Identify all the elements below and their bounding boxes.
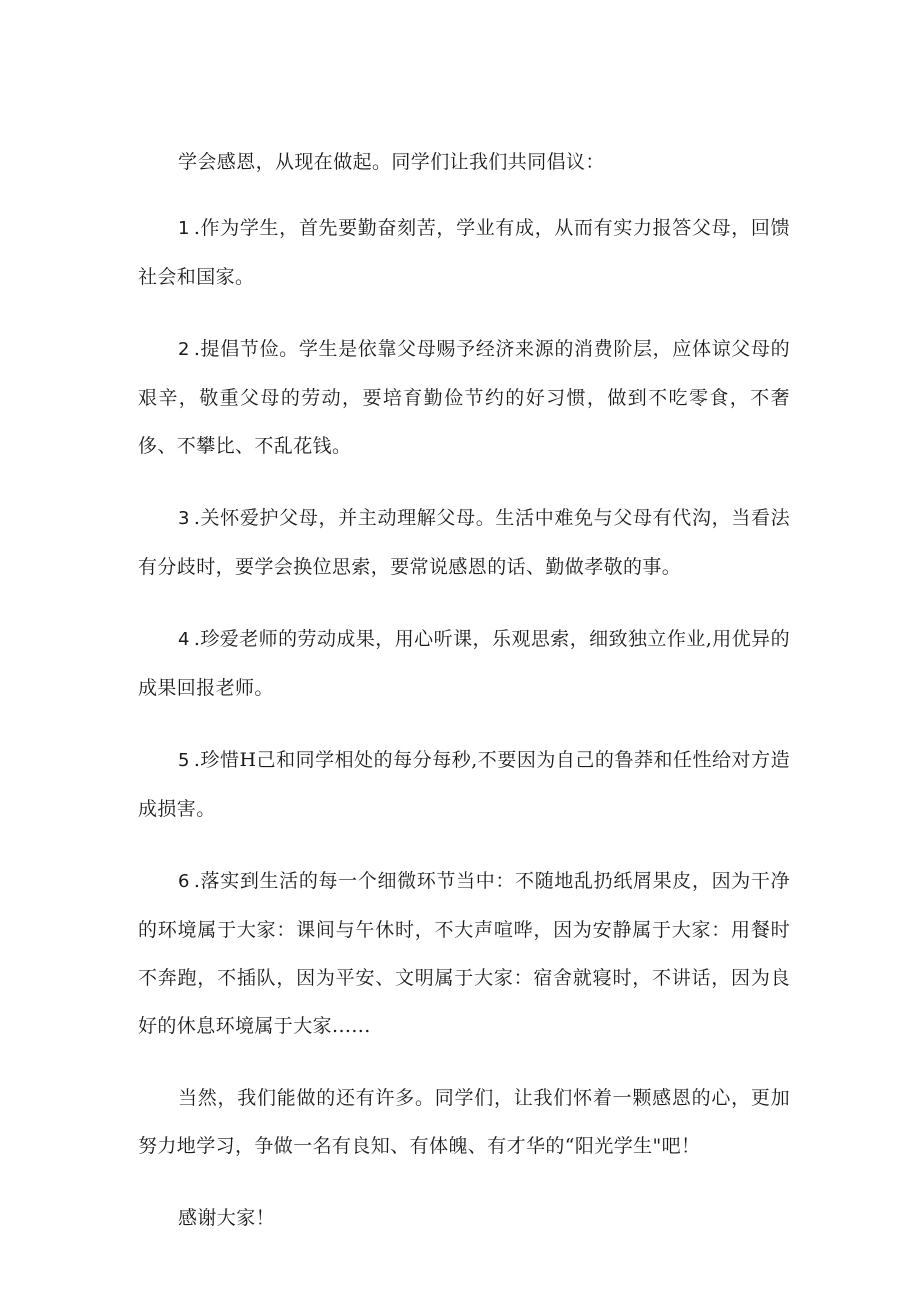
proposal-item-4	[138, 615, 790, 712]
proposal-item-3	[138, 494, 790, 591]
paragraph-text: .珍爱老师的劳动成果，用心听课，乐观思索，细致独立作业,用优异的成果回报老师。	[138, 628, 790, 699]
proposal-item-2	[138, 325, 790, 470]
paragraph-text: .珍惜H己和同学相处的每分每秒,不要因为自己的鲁莽和任性给对方造成损害。	[138, 749, 790, 820]
paragraph-text: 感谢大家！	[178, 1207, 276, 1229]
thanks-paragraph	[138, 1194, 790, 1242]
paragraph-text: 当然，我们能做的还有许多。同学们，让我们怀着一颗感恩的心，更加努力地学习，争做一名有良知、有体魄、有才华的“阳光学生"吧！	[138, 1087, 790, 1157]
item-number: 6	[178, 871, 190, 892]
intro-paragraph	[138, 138, 790, 186]
paragraph-text: 学会感恩，从现在做起。同学们让我们共同倡议：	[178, 151, 605, 173]
paragraph-text: .提倡节俭。学生是依靠父母赐予经济来源的消费阶层，应体谅父母的艰辛，敬重父母的劳动，要培育勤俭节约的好习惯，做到不吃零食，不奢侈、不攀比、不乱花钱。	[138, 338, 790, 457]
paragraph-text: .作为学生，首先要勤奋刻苦，学业有成，从而有实力报答父母，回馈社会和国家。	[138, 217, 790, 288]
document-body	[138, 138, 790, 1266]
item-number: 5	[178, 750, 190, 771]
paragraph-text: .关怀爱护父母，并主动理解父母。生活中难免与父母有代沟，当看法有分歧时，要学会换位思索，要常说感恩的话、勤做孝敬的事。	[138, 507, 790, 578]
item-number: 2	[178, 339, 190, 360]
paragraph-text: .落实到生活的每一个细微环节当中：不随地乱扔纸屑果皮，因为干净的环境属于大家：课间与午休时，不大声喧哗，因为安静属于大家：用餐时不奔跑，不插队，因为平安、文明属于大家：宿舍就寝时，不讲话，因为良好的休息环境属于大家......	[138, 870, 790, 1037]
closing-paragraph	[138, 1074, 790, 1170]
proposal-item-5	[138, 736, 790, 833]
item-number: 1	[178, 218, 190, 239]
item-number: 3	[178, 508, 190, 529]
proposal-item-1	[138, 204, 790, 301]
proposal-item-6	[138, 857, 790, 1050]
item-number: 4	[178, 629, 190, 650]
